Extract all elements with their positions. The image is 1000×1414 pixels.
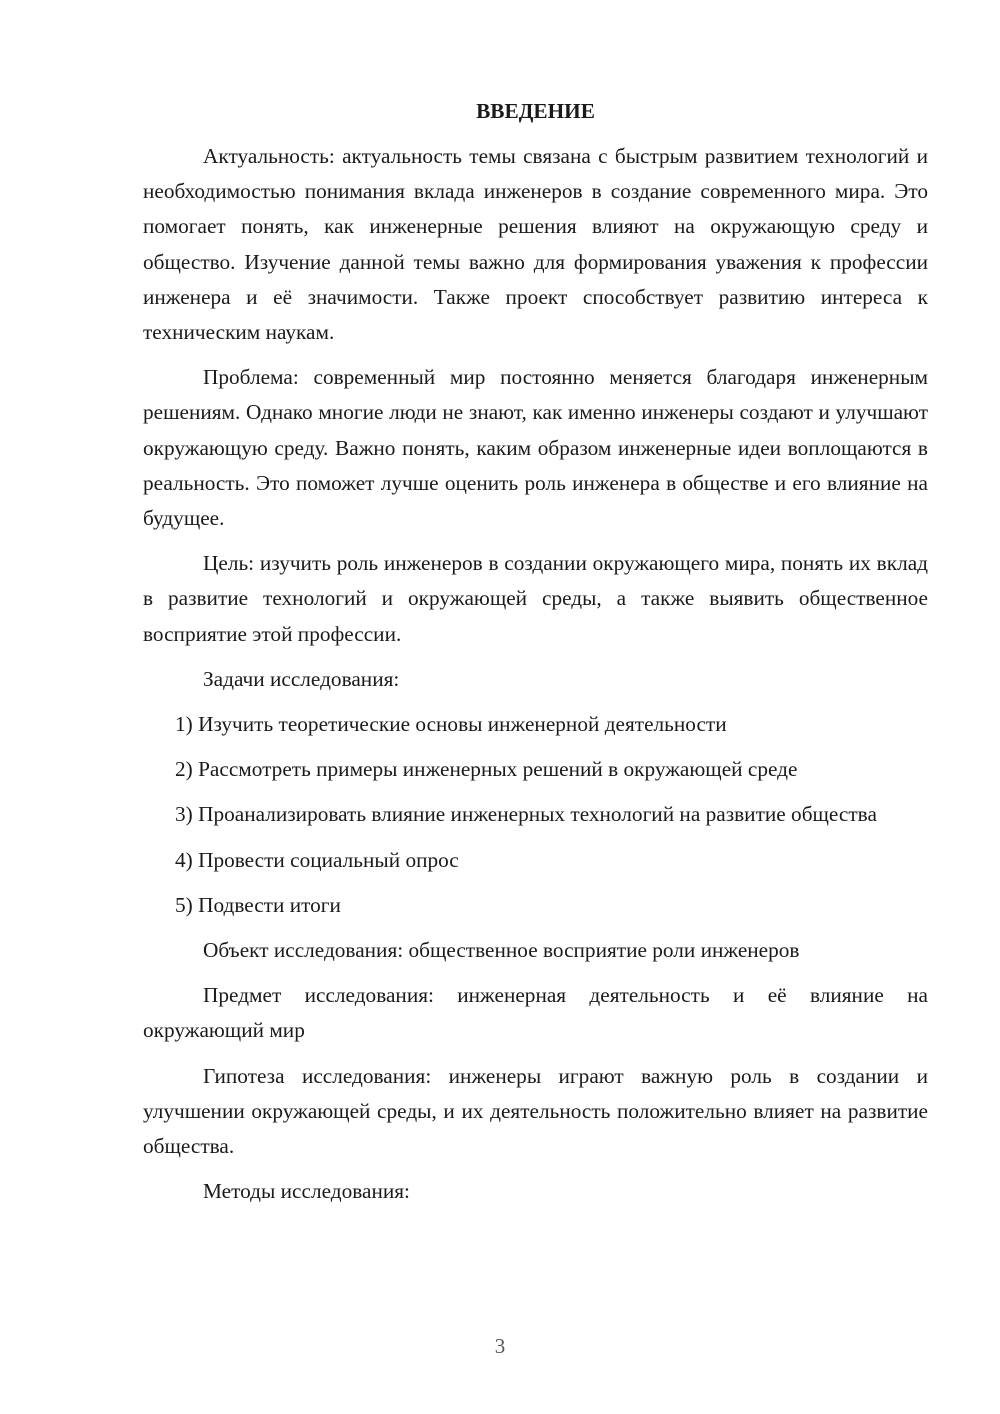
methods-heading: Методы исследования: xyxy=(203,1179,410,1204)
task-item-3: 3) Проанализировать влияние инженерных технологий на развитие общества xyxy=(175,802,877,827)
tasks-heading: Задачи исследования: xyxy=(203,666,400,691)
section-title: ВВЕДЕНИЕ xyxy=(476,99,595,123)
task-item-4: 4) Провести социальный опрос xyxy=(175,847,459,872)
relevance-paragraph: Актуальность: актуальность темы связана с быстрым развитием технологий и необходимостью понимания вклада инженеров в создание современного мира. Это помогает понять, как инженерные решения влияют на окружающую среду и общество. Изучение данной темы важно для формирования уважения к профессии инженера и её значимости. Также проект способствует развитию интереса к техническим наукам. xyxy=(143,144,928,345)
document-page xyxy=(143,94,928,1219)
object-paragraph: Объект исследования: общественное восприятие роли инженеров xyxy=(203,938,800,963)
goal-paragraph: Цель: изучить роль инженеров в создании окружающего мира, понять их вклад в развитие технологий и окружающей среды, а также выявить общественное восприятие этой профессии. xyxy=(143,551,928,646)
subject-paragraph: Предмет исследования: инженерная деятельность и её влияние на окружающий мир xyxy=(143,983,928,1043)
hypothesis-paragraph: Гипотеза исследования: инженеры играют важную роль в создании и улучшении окружающей среды, и их деятельность положительно влияет на развитие общества. xyxy=(143,1063,928,1159)
page-number: 3 xyxy=(494,1334,506,1358)
problem-paragraph: Проблема: современный мир постоянно меняется благодаря инженерным решениям. Однако многие люди не знают, как именно инженеры создают и улучшают окружающую среду. Важно понять, каким образом инженерные идеи воплощаются в реальность. Это поможет лучше оценить роль инженера в обществе и его влияние на будущее. xyxy=(143,365,928,531)
task-item-5: 5) Подвести итоги xyxy=(175,892,341,917)
task-item-1: 1) Изучить теоретические основы инженерной деятельности xyxy=(175,712,727,737)
task-item-2: 2) Рассмотреть примеры инженерных решений в окружающей среде xyxy=(175,757,798,782)
